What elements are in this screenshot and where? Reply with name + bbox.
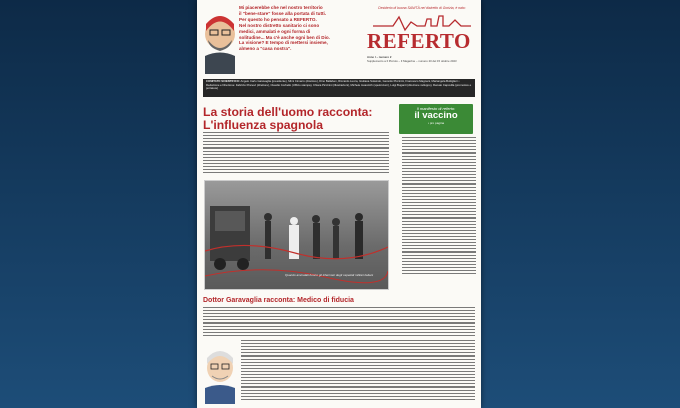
intro-text: Mi piacerebbe che nel nostro territorio il "bene-stare" fosse alla portata di tutti. Per questo ho pensato a REFERTO. Nel nostro distretto sanitario ci sono medici, ammalati e ogni forma di solitudine... Ma c'è anche ogni ben di Dio. La visione? E tempo di mettersi insieme, almeno a "casa nostra".: [239, 5, 330, 52]
doctor-portrait-illustration: [203, 4, 237, 74]
second-article-body: [203, 307, 475, 338]
historical-photo: [204, 180, 389, 290]
logo-tagline: Desiderio di buona SANITÀ nel distretto di Gorizia, è nato:: [378, 6, 466, 10]
vaccine-badge[interactable]: Il manifesto di referto: il vaccino • pro pagina: [399, 104, 473, 134]
article-title: La storia dell'uomo racconta: L'influenza spagnola: [203, 105, 373, 132]
newspaper-page: [197, 0, 481, 408]
committee-bar: COMITATO SCIENTIFICO: Angelo Carlo Garavaglia (presidente), Mimi Cimarro (direttore), Dino Ballaben, Riccardo Lucca, Giuliana Solaindo, Gerardo Piccinini, Francesco Magnani, Mariangela Buttiglieri • Redazione e Direzione: Fabrizio Pranovi (direttore), Claudio Corbello (Ufficio stampa), Chiara Piccinini (Illustrazioni), Michele Iovancich (spelorcioni), Luigi Buganti (direzione sviluppo), Renato Capovilla (promotore e portatore): [203, 79, 475, 97]
issue-info: Anno I – numero 2 Supplemento a Il Piccolo – Il Magazine – numero 20 del 15 ottobre 2023: [367, 55, 457, 63]
second-article-title: Dottor Garavaglia racconta: Medico di fiducia: [203, 297, 354, 304]
masthead-logo: REFERTO: [367, 29, 471, 53]
doctor-garavaglia-portrait: [203, 346, 237, 404]
second-article-body-continued: [241, 340, 475, 402]
article-body-right: [402, 137, 476, 276]
article-body-left: [203, 132, 389, 175]
photo-caption: Quando ammalati furono gli infermieri degli ospedali militari italiani: [285, 273, 374, 277]
